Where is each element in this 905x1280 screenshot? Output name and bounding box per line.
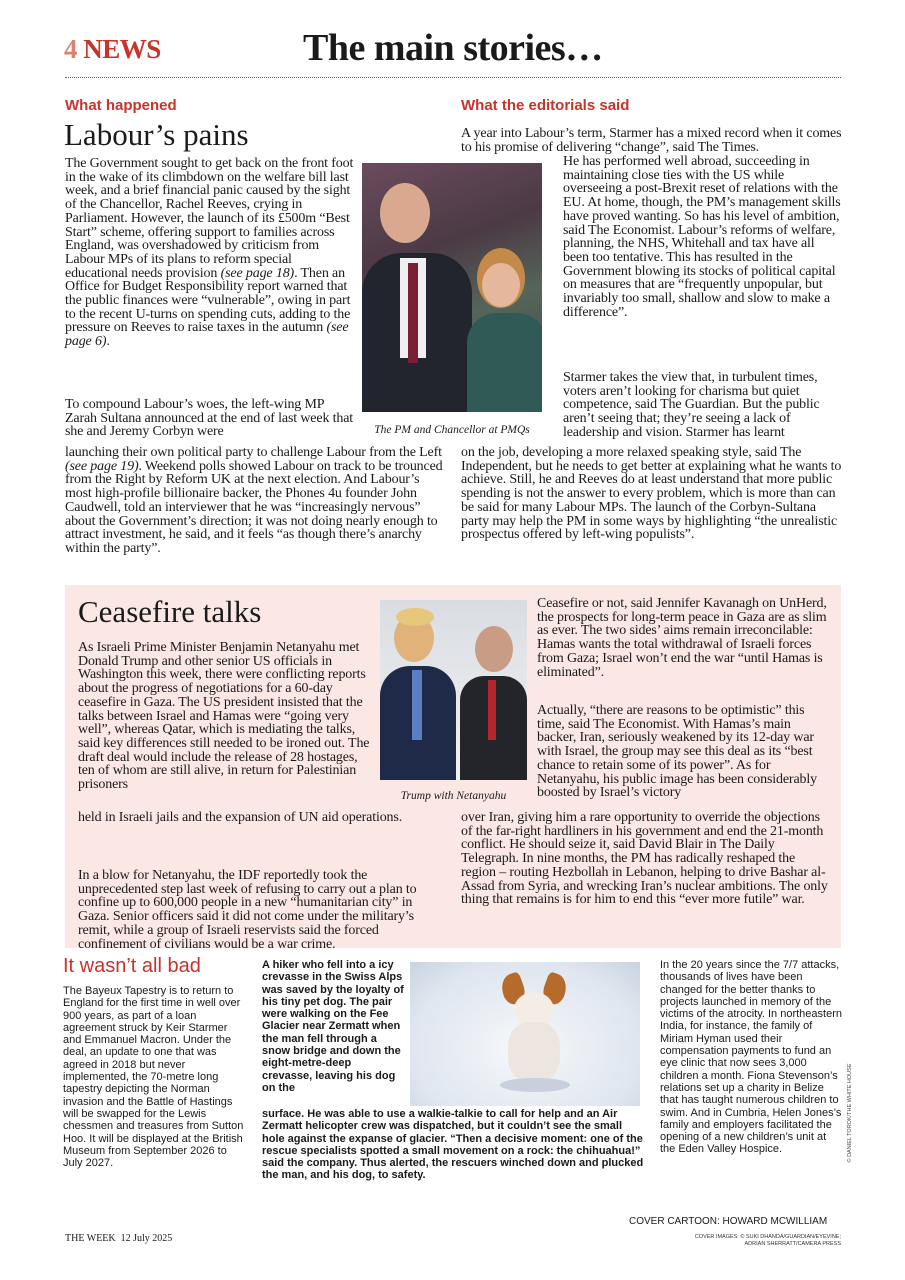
text: .	[106, 334, 110, 350]
section-label	[64, 34, 161, 65]
editorials-paragraph-1: He has performed well abroad, succeeding in maintaining close ties with the US while overseeing a post-Brexit reset of relations with the EU. At home, though, the PM’s management skills have proved wanting. So has his level of ambition, said The Economist. Labour’s reforms of welfare, planning, the NHS, Whitehall and tax have all been too tentative. This has resulted in the Government blowing its stocks of political capital on measures that are “frequently unpopular, but invariably too small, shallow and slow to make a difference”.	[563, 154, 841, 320]
good-news-middle-a: A hiker who fell into a icy crevasse in the Swiss Alps was saved by the loyalty of his tiny pet dog. The pair were walking on the Fee Glacier near Zermatt when the man fell through a snow bridge and down the eight-metre-deep crevasse, leaving his dog on the	[262, 959, 404, 1094]
header-divider	[65, 77, 841, 78]
labour-paragraph-2a: To compound Labour’s woes, the left-wing MP Zarah Sultana announced at the end of last week that she and Jeremy Corbyn were	[65, 397, 354, 440]
ceasefire-right-1: Ceasefire or not, said Jennifer Kavanagh on UnHerd, the prospects for long-term peace in Gaza are as slim as ever. The two sides’ aims remain irreconcilable: Hamas wants the total withdrawal of Israeli forces from Gaza; Israel won’t end the war “until Hamas is eliminated”.	[537, 596, 827, 680]
text: launching their own political party to challenge Labour from the Left	[65, 445, 442, 460]
photo-credit: © DANIEL TOROK/THE WHITE HOUSE	[847, 1063, 853, 1163]
text: The Government sought to get back on the front foot in the wake of its climbdown on the welfare bill last week, and a brief financial panic caused by the sight of the Chancellor, Rachel Reeves, crying in Parliament. However, the launch of its £500m “Best Start” scheme, offering support to families across England, was overshadowed by criticism from Labour MPs of its plans to reform special educational needs provision	[65, 156, 354, 281]
editorials-intro: A year into Labour’s term, Starmer has a mixed record when it comes to his promise of delivering “change”, said The Times.	[461, 126, 842, 155]
good-news-right: In the 20 years since the 7/7 attacks, thousands of lives have been changed for the better thanks to projects launched in memory of the victims of the atrocity. In northeastern India, for instance, the family of Miriam Hyman used their compensation payments to fund an eye clinic that now sees 3,000 children a month. Fiona Stevenson’s relations set up a charity in Belize that has taught numerous children to swim. And in Cumbria, Helen Jones’s family and employers facilitated the opening of a new children’s unit at the Eden Valley Hospice.	[660, 959, 842, 1156]
editorials-kicker: What the editorials said	[461, 97, 630, 114]
ceasefire-right-2b: over Iran, giving him a rare opportunity to override the objections of the far-right hardliners in his government and end the 21-month conflict. He should seize it, said David Blair in The Daily Telegraph. In nine months, the PM has radically reshaped the region – routing Hezbollah in Lebanon, helping to drive Bashar al-Assad from Syria, and wrecking Iran’s nuclear ambitions. The only thing that remains is for him to end this “ever more futile” war.	[461, 810, 828, 908]
page-reference: (see page 18)	[220, 265, 295, 281]
page-reference: (see page 19)	[65, 458, 139, 474]
issue-footer: THE WEEK 12 July 2025	[65, 1233, 173, 1244]
editorials-paragraph-2a: Starmer takes the view that, in turbulent times, voters aren’t looking for charisma but quiet competence, said The Guardian. But the public aren’t seeing that; they’re seeing a lack of leadership and vision. Starmer has learnt	[563, 370, 820, 440]
labour-paragraph-2b	[65, 446, 443, 556]
pm-photo-caption: The PM and Chancellor at PMQs	[374, 424, 530, 436]
editorials-paragraph-2b: on the job, developing a more relaxed speaking style, said The Independent, but he needs to get better at explaining what he wants to achieve. Still, he and Reeves do at least understand that more public spending is not the answer to every problem, which is more than can be said for many Labour MPs. The launch of the Corbyn-Sultana party may help the PM in some ways by highlighting “the unrealistic prospectus offered by left-wing populists”.	[461, 445, 842, 543]
pm-chancellor-photo	[362, 163, 542, 412]
what-happened-kicker: What happened	[65, 97, 177, 114]
ceasefire-left-1a: As Israeli Prime Minister Benjamin Netanyahu met Donald Trump and other senior US officials in Washington this week, there were conflicting reports about the progress of negotiations for a 60-day ceasefire in Gaza. The US president insisted that the talks between Israel and Hamas were “going very well”, whereas Qatar, which is mediating the talks, said key differences still needed to be ironed out. The draft deal would include the release of 28 hostages, ten of whom are still alive, in return for Palestinian prisoners	[78, 640, 370, 793]
ceasefire-right-2a: Actually, “there are reasons to be optimistic” this time, said The Economist. With Hamas’s main backer, Iran, seriously weakened by its 12-day war with Israel, the group may see this deal as its “best chance to retain some of its power”. As for Netanyahu, his public image has been considerably boosted by Israel’s victory	[537, 703, 817, 801]
text: . Weekend polls showed Labour on track to be trounced from the Right by Reform UK at the next election. And Labour’s most high-profile billionaire backer, the Phones 4u founder John Caudwell, told an interviewer that he was “increasingly nervous” about the Government’s direction; it was not doing nearly enough to attract investment, he said, and it feels “as though there’s anarchy within the party”.	[65, 458, 443, 556]
good-news-middle-b: surface. He was able to use a walkie-talkie to call for help and an Air Zermatt helicopter crew was dispatched, but it couldn’t see the small hole against the expanse of glacier. “Then a decisive moment: one of the rescue specialists spotted a small movement on a rock: the chihuahua!” said the company. Thus alerted, the rescuers winched down and plucked the man, and his dog, to safety.	[262, 1108, 644, 1182]
trump-netanyahu-photo	[380, 600, 527, 780]
ceasefire-left-2: In a blow for Netanyahu, the IDF reportedly took the unprecedented step last week of refusing to carry out a plan to confine up to 600,000 people in a new “humanitarian city” in Gaza. Senior officers said it did not come under the military’s remit, while a group of Israeli reservists said the forced confinement of civilians would be a war crime.	[78, 868, 417, 952]
cover-images-credit	[695, 1234, 841, 1248]
text: . Then an Office for Budget Responsibility report warned that the public finances were “vulnerable”, owing in part to the recent U-turns on spending cuts, adding to the pressure on Reeves to raise taxes in the autumn	[65, 265, 351, 336]
cover-cartoon-credit: COVER CARTOON: HOWARD MCWILLIAM	[629, 1216, 828, 1227]
good-news-heading: It wasn’t all bad	[63, 955, 201, 977]
page-number: 4	[64, 34, 77, 64]
ceasefire-left-1b: held in Israeli jails and the expansion of UN aid operations.	[78, 810, 403, 825]
labour-paragraph-1	[65, 157, 357, 349]
good-news-left: The Bayeux Tapestry is to return to England for the first time in well over 900 years, as part of a loan agreement struck by Keir Starmer and Emmanuel Macron. Under the deal, an update to one that was agreed in 2018 but never implemented, the 70-metre long tapestry depicting the Norman invasion and the Battle of Hastings will be swapped for the Lewis chessmen and treasures from Sutton Hoo. It will be displayed at the British Museum from September 2026 to July 2027.	[63, 985, 244, 1170]
page-reference: (see page 6)	[65, 320, 349, 350]
trump-photo-caption: Trump with Netanyahu	[400, 790, 507, 802]
dog-photo	[410, 962, 640, 1106]
ceasefire-headline: Ceasefire talks	[78, 594, 262, 629]
labour-headline: Labour’s pains	[64, 117, 249, 152]
cover-images-line: ADRIAN SHERRATT/CAMERA PRESS	[744, 1241, 841, 1247]
cover-images-line: COVER IMAGES: © SUKI DHANDA/GUARDIAN/EYEVINE;	[694, 1234, 841, 1240]
section-name: NEWS	[83, 34, 161, 64]
page-title: The main stories…	[303, 27, 603, 69]
